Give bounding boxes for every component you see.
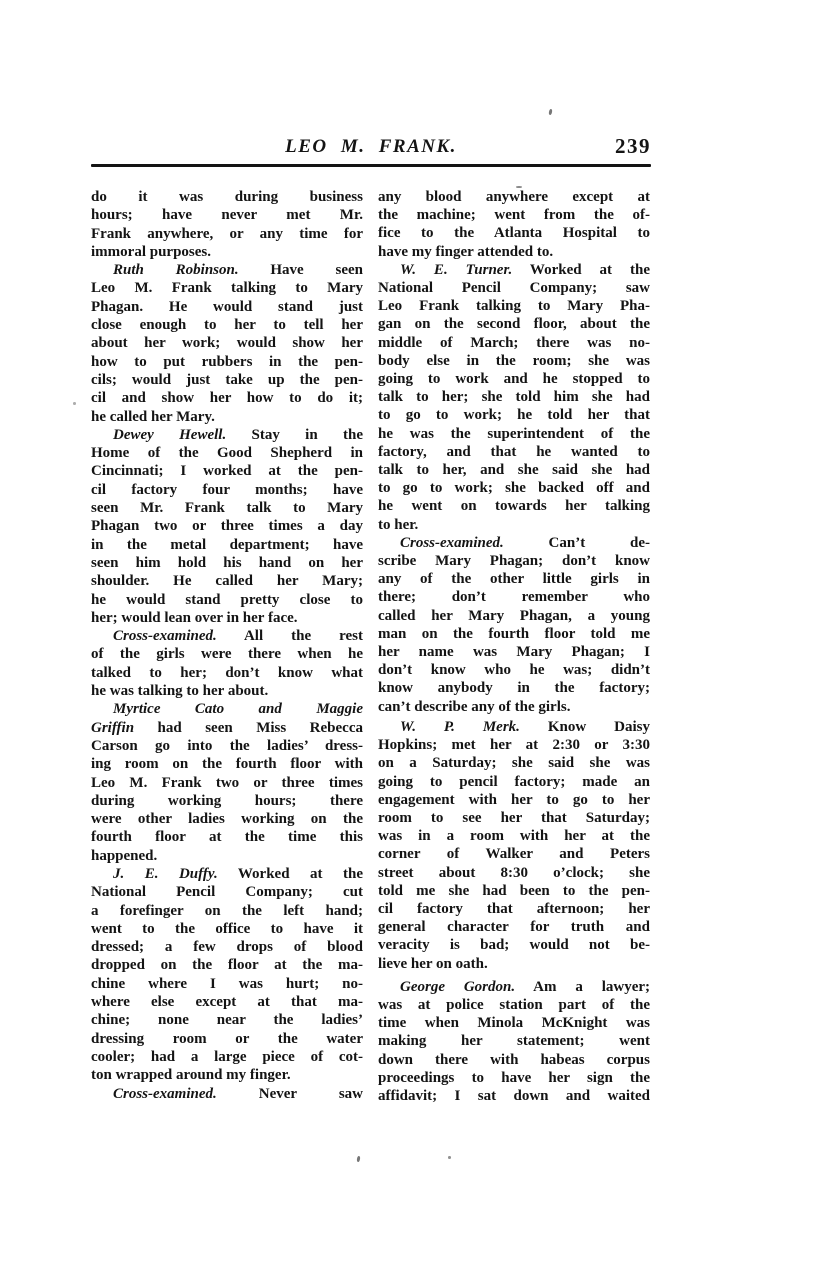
line-text: was in a room with her at the: [378, 828, 650, 845]
line-text: down there with habeas corpus: [378, 1051, 650, 1068]
text-line: [378, 918, 650, 936]
column-left: [91, 188, 363, 1103]
text-line: [378, 754, 650, 772]
text-line: [378, 1014, 650, 1032]
text-line: [91, 353, 363, 371]
text-line: [91, 737, 363, 755]
text-line: [91, 810, 363, 828]
witness-name: Cross-examined.: [113, 628, 217, 645]
line-text: Phagan. He would stand just: [91, 298, 363, 315]
witness-name: W. P. Merk.: [400, 718, 520, 735]
paragraph: [378, 978, 650, 1105]
page-number: 239: [615, 134, 651, 158]
text-line: [378, 243, 650, 261]
text-line: [91, 993, 363, 1011]
line-text: cooler; had a large piece of cot-: [91, 1048, 363, 1065]
line-text: corner of Walker and Peters: [378, 846, 650, 863]
text-line: [91, 1011, 363, 1029]
text-line: [91, 572, 363, 590]
line-text: veracity is bad; would not be-: [378, 937, 650, 954]
text-line: [91, 536, 363, 554]
text-line: [378, 388, 650, 406]
line-text: scribe Mary Phagan; don’t know: [378, 553, 650, 570]
text-line: [378, 827, 650, 845]
text-line: [378, 188, 650, 206]
line-text: can’t describe any of the girls.: [378, 698, 571, 715]
text-line: [378, 315, 650, 333]
line-text: told me she had been to the pen-: [378, 882, 650, 899]
line-text: hours; have never met Mr.: [91, 207, 363, 224]
text-line: [91, 279, 363, 297]
text-line: [378, 1087, 650, 1105]
line-text: there; don’t remember who: [378, 589, 650, 606]
line-text: dressing room or the water: [91, 1030, 363, 1047]
text-line: [91, 645, 363, 663]
line-text: talked to her; don’t know what: [91, 664, 363, 681]
running-title: LEO M. FRANK.: [285, 136, 457, 157]
line-text: have my finger attended to.: [378, 243, 554, 260]
line-text: dressed; a few drops of blood: [91, 939, 363, 956]
line-text: body else in the room; she was: [378, 352, 650, 369]
line-text: All the rest: [216, 628, 363, 645]
text-line: [91, 865, 363, 883]
text-line: [91, 719, 363, 737]
text-line: [378, 679, 650, 697]
line-text: ton wrapped around my finger.: [91, 1067, 291, 1084]
line-text: Worked at the: [512, 261, 650, 278]
text-line: [378, 955, 650, 973]
line-text: Leo M. Frank talking to Mary: [91, 280, 363, 297]
line-text: cil factory four months; have: [91, 481, 363, 498]
line-text: chine; none near the ladies’: [91, 1012, 363, 1029]
line-text: gan on the second floor, about the: [378, 316, 650, 333]
line-text: cils; would just take up the pen-: [91, 371, 363, 388]
text-line: [378, 936, 650, 954]
text-line: [91, 225, 363, 243]
line-text: Never saw: [216, 1085, 363, 1102]
scan-speck: [548, 109, 552, 115]
text-line: [91, 462, 363, 480]
text-line: [91, 828, 363, 846]
line-text: Cincinnati; I worked at the pen-: [91, 463, 363, 480]
text-line: [378, 718, 650, 736]
line-text: Stay in the: [226, 426, 363, 443]
text-line: [378, 479, 650, 497]
line-text: he called her Mary.: [91, 408, 215, 425]
line-text: any blood anywhere except at: [378, 189, 650, 205]
text-line: [378, 552, 650, 570]
line-text: man on the fourth floor told me: [378, 625, 650, 642]
paragraph: [91, 426, 363, 627]
text-line: [91, 1085, 363, 1103]
text-line: [378, 625, 650, 643]
line-text: to go to work; she backed off and: [378, 480, 650, 497]
line-text: chine where I was hurt; no-: [91, 975, 363, 992]
line-text: talk to her; she told him she had: [378, 389, 650, 406]
line-text: in the metal department; have: [91, 536, 363, 553]
line-text: dropped on the floor at the ma-: [91, 957, 363, 974]
line-text: talk to her, and she said she had: [378, 462, 650, 479]
line-text: know anybody in the factory;: [378, 680, 650, 697]
witness-name: Cross-examined.: [113, 1085, 217, 1102]
text-line: [378, 443, 650, 461]
line-text: close enough to her to tell her: [91, 317, 363, 334]
line-text: room to see her that Saturday;: [378, 809, 650, 826]
text-line: [91, 1030, 363, 1048]
line-text: had seen Miss Rebecca: [134, 719, 363, 736]
text-line: [378, 864, 650, 882]
text-line: [91, 426, 363, 444]
text-line: [91, 1048, 363, 1066]
line-text: during working hours; there: [91, 792, 363, 809]
line-text: where else except at that ma-: [91, 994, 363, 1011]
text-line: [91, 243, 363, 261]
text-line: [91, 499, 363, 517]
line-text: street about 8:30 o’clock; she: [378, 864, 650, 881]
text-line: [378, 791, 650, 809]
text-line: [91, 792, 363, 810]
text-line: [378, 370, 650, 388]
text-line: [91, 334, 363, 352]
line-text: Can’t de-: [503, 534, 650, 551]
text-line: [91, 371, 363, 389]
paragraph: [91, 865, 363, 1085]
text-line: [91, 591, 363, 609]
text-line: [378, 773, 650, 791]
line-text: middle of March; there was no-: [378, 334, 650, 351]
text-line: [378, 661, 650, 679]
text-line: [378, 516, 650, 534]
paragraph: [91, 627, 363, 700]
text-line: [378, 1032, 650, 1050]
text-line: [378, 845, 650, 863]
text-line: [91, 481, 363, 499]
text-line: [91, 627, 363, 645]
text-line: [378, 534, 650, 552]
scan-speck: [448, 1156, 451, 1159]
line-text: Frank anywhere, or any time for: [91, 225, 363, 242]
text-line: [91, 847, 363, 865]
text-line: [378, 978, 650, 996]
line-text: went to the office to have it: [91, 920, 363, 937]
witness-name: Cross-examined.: [400, 534, 504, 551]
text-line: [378, 297, 650, 315]
text-line: [91, 261, 363, 279]
line-text: on a Saturday; she said she was: [378, 755, 650, 772]
scan-speck: [357, 1156, 361, 1162]
text-line: [91, 956, 363, 974]
paragraph: [378, 261, 650, 534]
line-text: how to put rubbers in the pen-: [91, 353, 363, 370]
text-line: [378, 206, 650, 224]
paragraph: [378, 188, 650, 261]
line-text: seen Mr. Frank talk to Mary: [91, 500, 363, 517]
text-line: [378, 352, 650, 370]
witness-name: Dewey Hewell.: [113, 426, 227, 443]
text-line: [91, 298, 363, 316]
line-text: to her.: [378, 516, 419, 533]
paragraph: [91, 700, 363, 865]
line-text: proceedings to have her sign the: [378, 1069, 650, 1086]
text-line: [378, 261, 650, 279]
text-line: [91, 188, 363, 206]
line-text: a forefinger on the left hand;: [91, 902, 363, 919]
line-text: were other ladies working on the: [91, 811, 363, 828]
witness-name: George Gordon.: [400, 978, 516, 995]
witness-name: Myrtice Cato and Maggie: [113, 701, 363, 718]
line-text: seen him hold his hand on her: [91, 554, 363, 571]
text-line: [91, 389, 363, 407]
line-text: Have seen: [238, 262, 363, 279]
text-line: [91, 938, 363, 956]
line-text: time when Minola McKnight was: [378, 1015, 650, 1032]
text-line: [91, 902, 363, 920]
text-line: [91, 755, 363, 773]
text-line: [91, 444, 363, 462]
text-line: [378, 1051, 650, 1069]
text-line: [91, 1066, 363, 1084]
line-text: any of the other little girls in: [378, 571, 650, 588]
line-text: factory, and that he wanted to: [378, 443, 650, 460]
text-line: [378, 279, 650, 297]
line-text: cil and show her how to do it;: [91, 390, 363, 407]
text-line: [91, 316, 363, 334]
text-line: [378, 334, 650, 352]
witness-name: Ruth Robinson.: [113, 262, 239, 279]
scan-speck: [516, 186, 522, 188]
text-line: [378, 882, 650, 900]
line-text: Phagan two or three times a day: [91, 518, 363, 535]
text-line: [91, 700, 363, 718]
paragraph: [378, 534, 650, 716]
line-text: he was talking to her about.: [91, 683, 269, 700]
line-text: fice to the Atlanta Hospital to: [378, 225, 650, 242]
text-line: [378, 607, 650, 625]
line-text: the machine; went from the of-: [378, 207, 650, 224]
paragraph: [378, 718, 650, 973]
line-text: Know Daisy: [519, 718, 650, 735]
text-line: [91, 554, 363, 572]
line-text: National Pencil Company; saw: [378, 280, 650, 297]
line-text: do it was during business: [91, 189, 363, 205]
column-right: [378, 188, 650, 1105]
text-line: [378, 736, 650, 754]
line-text: ing room on the fourth floor with: [91, 756, 363, 773]
line-text: Am a lawyer;: [515, 978, 650, 995]
text-line: [91, 975, 363, 993]
line-text: about her work; would show her: [91, 335, 363, 352]
text-line: [91, 920, 363, 938]
text-line: [91, 206, 363, 224]
line-text: National Pencil Company; cut: [91, 884, 363, 901]
line-text: Carson go into the ladies’ dress-: [91, 737, 363, 754]
text-line: [91, 774, 363, 792]
text-line: [378, 425, 650, 443]
line-text: making her statement; went: [378, 1033, 650, 1050]
line-text: Leo M. Frank two or three times: [91, 774, 363, 791]
paragraph: [91, 188, 363, 261]
line-text: cil factory that afternoon; her: [378, 900, 650, 917]
header-rule: [91, 164, 651, 167]
line-text: to go to work; he told her that: [378, 407, 650, 424]
line-text: don’t know who he was; didn’t: [378, 662, 650, 679]
paragraph: [91, 261, 363, 426]
text-line: [378, 570, 650, 588]
text-line: [91, 664, 363, 682]
line-text: affidavit; I sat down and waited: [378, 1087, 650, 1104]
text-line: [91, 682, 363, 700]
text-line: [91, 517, 363, 535]
line-text: Worked at the: [217, 865, 363, 882]
text-line: [378, 461, 650, 479]
text-line: [378, 497, 650, 515]
text-line: [378, 698, 650, 716]
line-text: her name was Mary Phagan; I: [378, 644, 650, 661]
line-text: was at police station part of the: [378, 996, 650, 1013]
line-text: he would stand pretty close to: [91, 591, 363, 608]
line-text: of the girls were there when he: [91, 646, 363, 663]
line-text: Home of the Good Shepherd in: [91, 445, 363, 462]
text-line: [378, 224, 650, 242]
line-text: her; would lean over in her face.: [91, 609, 298, 626]
witness-name: W. E. Turner.: [400, 261, 513, 278]
paragraph: [91, 1085, 363, 1103]
line-text: Leo Frank talking to Mary Pha-: [378, 298, 650, 315]
text-line: [91, 408, 363, 426]
text-line: [378, 406, 650, 424]
line-text: going to pencil factory; made an: [378, 773, 650, 790]
scan-speck: [73, 402, 76, 405]
line-text: called her Mary Phagan, a young: [378, 607, 650, 624]
witness-name: J. E. Duffy.: [113, 865, 218, 882]
line-text: going to work and he stopped to: [378, 371, 650, 388]
text-line: [378, 1069, 650, 1087]
text-line: [378, 996, 650, 1014]
text-line: [91, 883, 363, 901]
line-text: he went on towards her talking: [378, 498, 650, 515]
line-text: lieve her on oath.: [378, 955, 488, 972]
line-text: happened.: [91, 847, 158, 864]
line-text: immoral purposes.: [91, 243, 211, 260]
text-line: [91, 609, 363, 627]
text-line: [378, 643, 650, 661]
text-line: [378, 809, 650, 827]
line-text: general character for truth and: [378, 919, 650, 936]
line-text: engagement with her to go to her: [378, 791, 650, 808]
text-line: [378, 900, 650, 918]
line-text: fourth floor at the time this: [91, 829, 363, 846]
line-text: he was the superintendent of the: [378, 425, 650, 442]
line-text: Hopkins; met her at 2:30 or 3:30: [378, 737, 650, 754]
line-text: shoulder. He called her Mary;: [91, 573, 363, 590]
witness-name: Griffin: [91, 719, 135, 736]
text-line: [378, 588, 650, 606]
